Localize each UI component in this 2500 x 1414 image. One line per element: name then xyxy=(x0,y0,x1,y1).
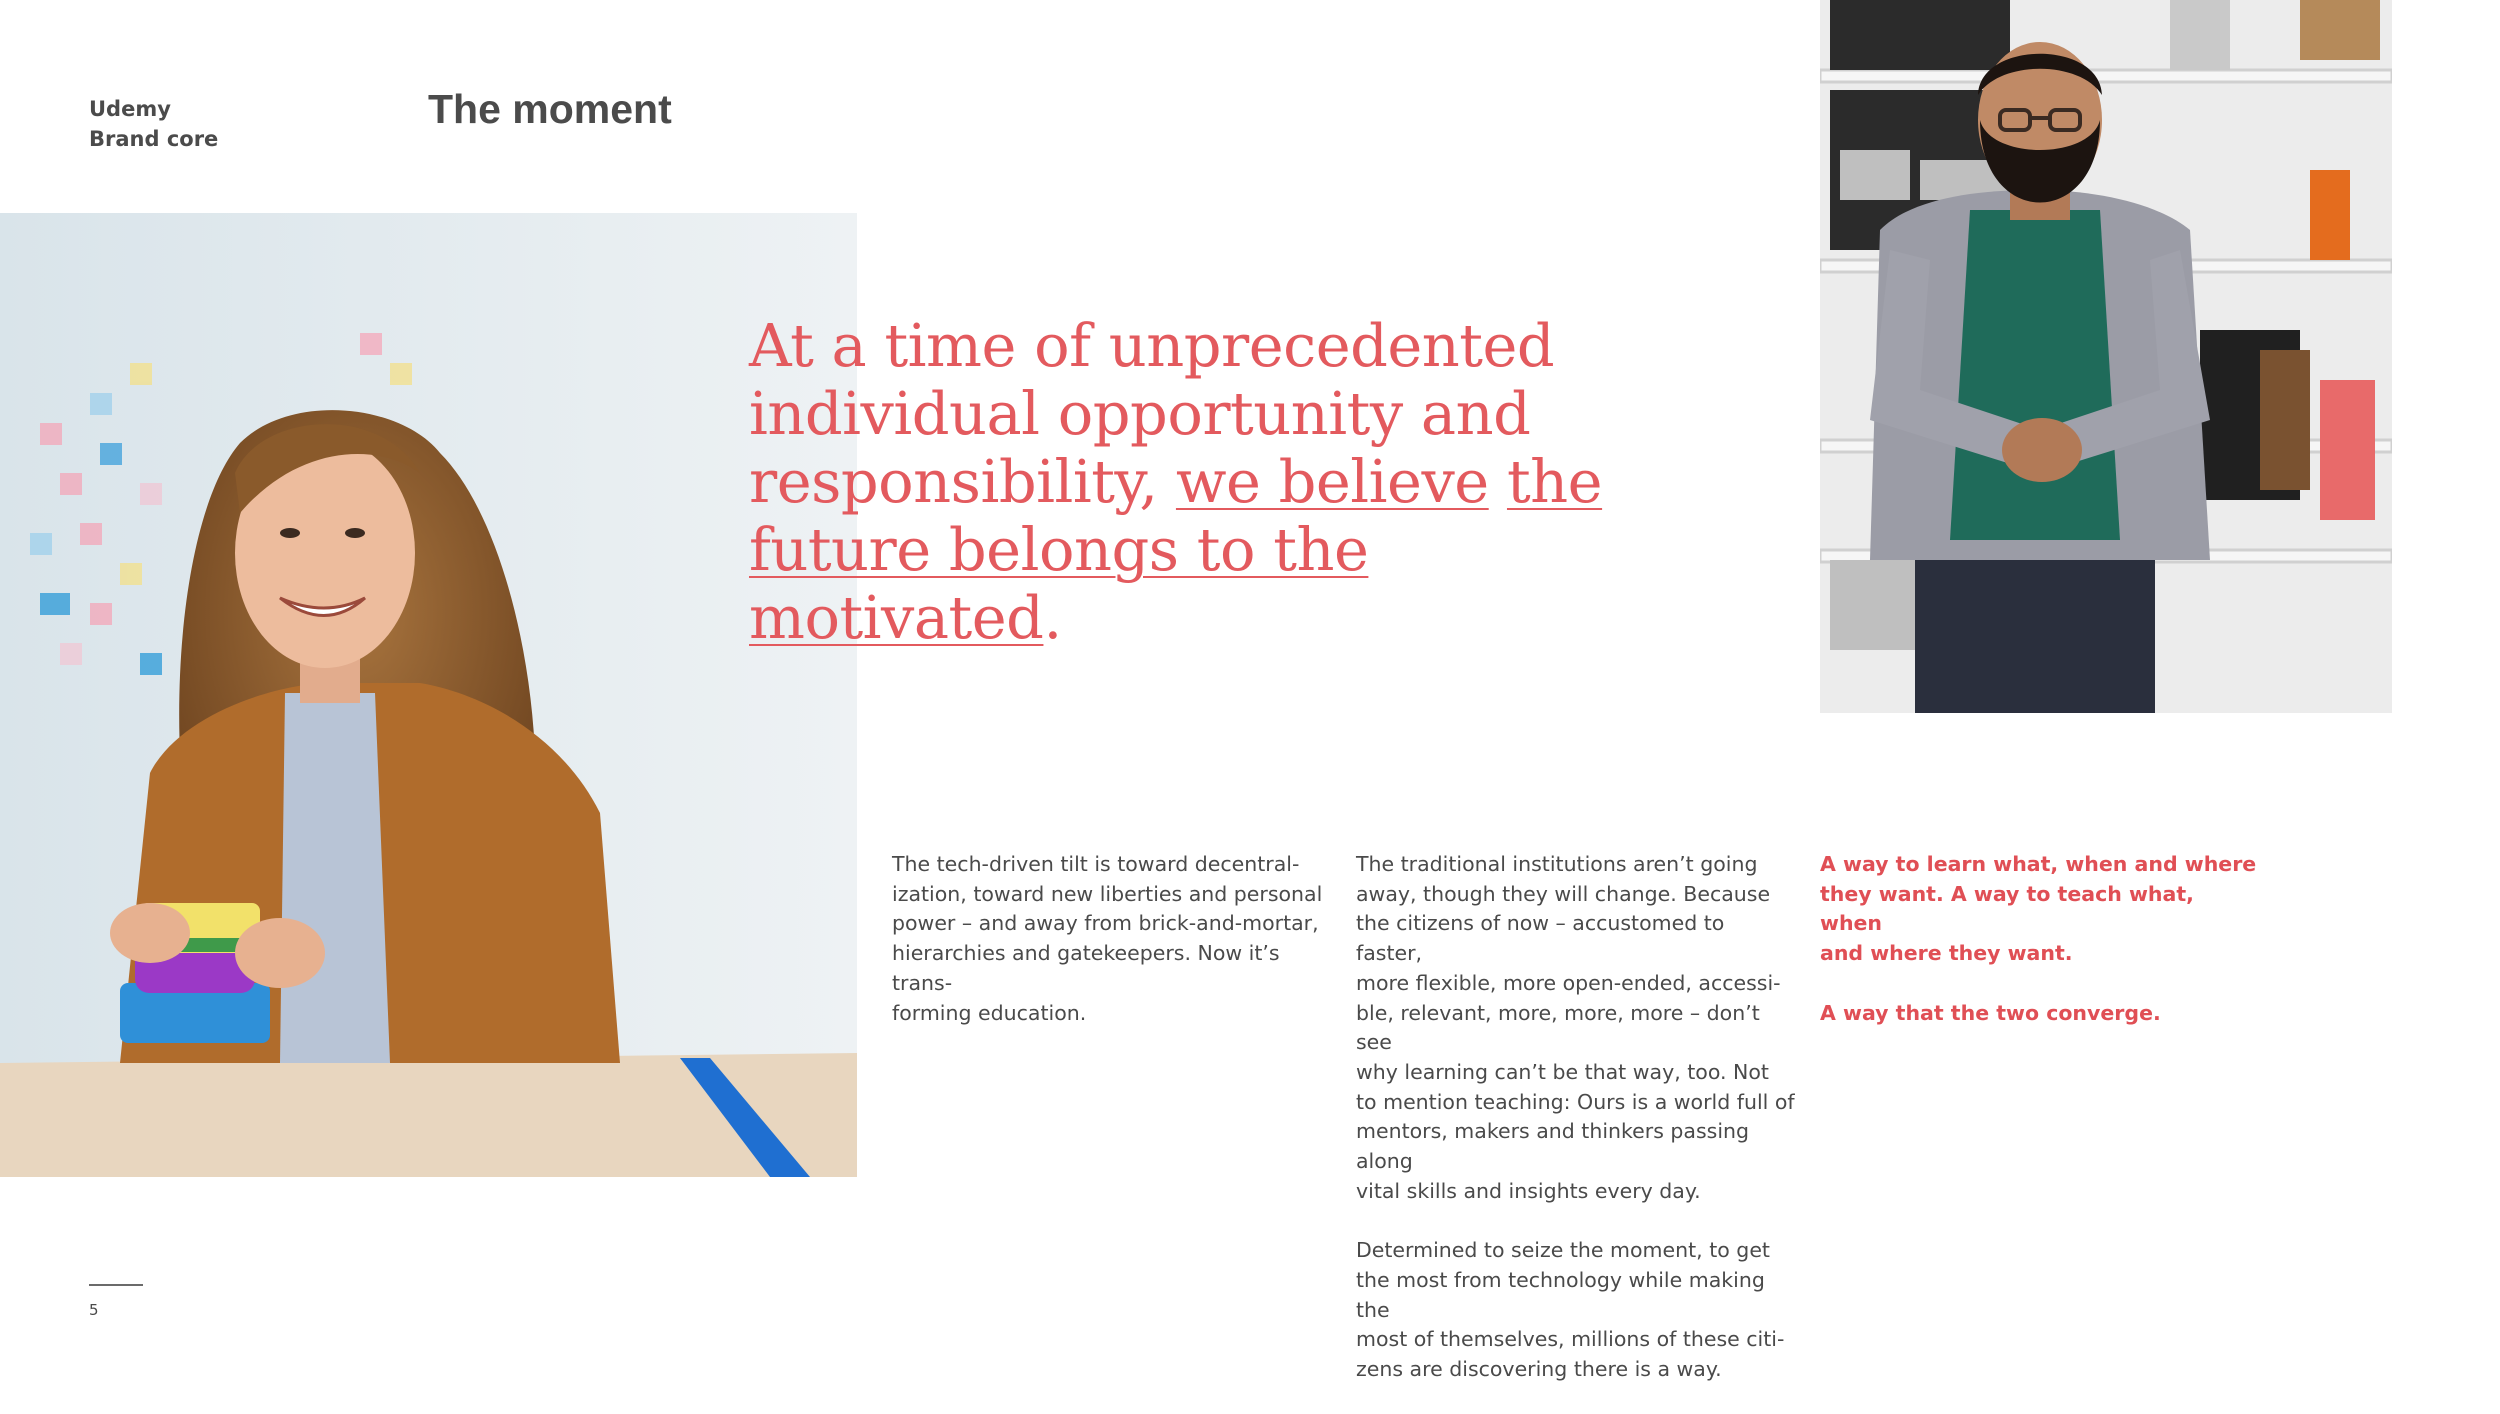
column2-paragraph-2: Determined to seize the moment, to get the most from technology while making the most of themselves, millions of these citi- zens are discovering there is a way. xyxy=(1356,1238,1785,1381)
headline-end: . xyxy=(1043,583,1062,652)
man-photo xyxy=(1820,0,2392,713)
headline-underlined-1: we believe xyxy=(1175,447,1489,516)
column2-paragraph-1: The traditional institutions aren’t going away, though they will change. Because the citizens of now – accustomed to faster, more flexible, more open-ended, accessi- ble, relevant, more, more, more – don’t see why learning can’t be that way, too. Not to mention teaching: Ours is a world full of mentors, makers and thinkers passing along vital skills and insights every day. xyxy=(1356,852,1795,1203)
headline-plain: At a time of unprecedented individual opportunity and responsibility, xyxy=(749,311,1555,516)
headline-underlined-3: motivated xyxy=(749,583,1044,652)
body-column-3 xyxy=(1820,850,2260,1058)
page-number: 5 xyxy=(89,1301,99,1319)
column3-paragraph-2: A way that the two converge. xyxy=(1820,1000,2161,1025)
headline-quote xyxy=(749,312,1689,652)
body-column-1 xyxy=(892,850,1332,1058)
body-column-2 xyxy=(1356,850,1796,1414)
brand-label xyxy=(89,94,218,154)
footer-divider xyxy=(89,1284,143,1286)
headline-underlined-2: the future belongs to the xyxy=(749,447,1603,584)
brand-name: Udemy xyxy=(89,97,171,121)
brand-section: Brand core xyxy=(89,127,219,151)
column1-paragraph: The tech-driven tilt is toward decentral- ization, toward new liberties and personal power – and away from brick-and-mortar, hierarchies and gatekeepers. Now it’s trans- forming education. xyxy=(892,852,1323,1025)
column3-paragraph-1: A way to learn what, when and where they want. A way to teach what, when and where they want. xyxy=(1820,852,2257,966)
page-title: The moment xyxy=(428,86,672,132)
woman-photo xyxy=(0,213,857,1177)
